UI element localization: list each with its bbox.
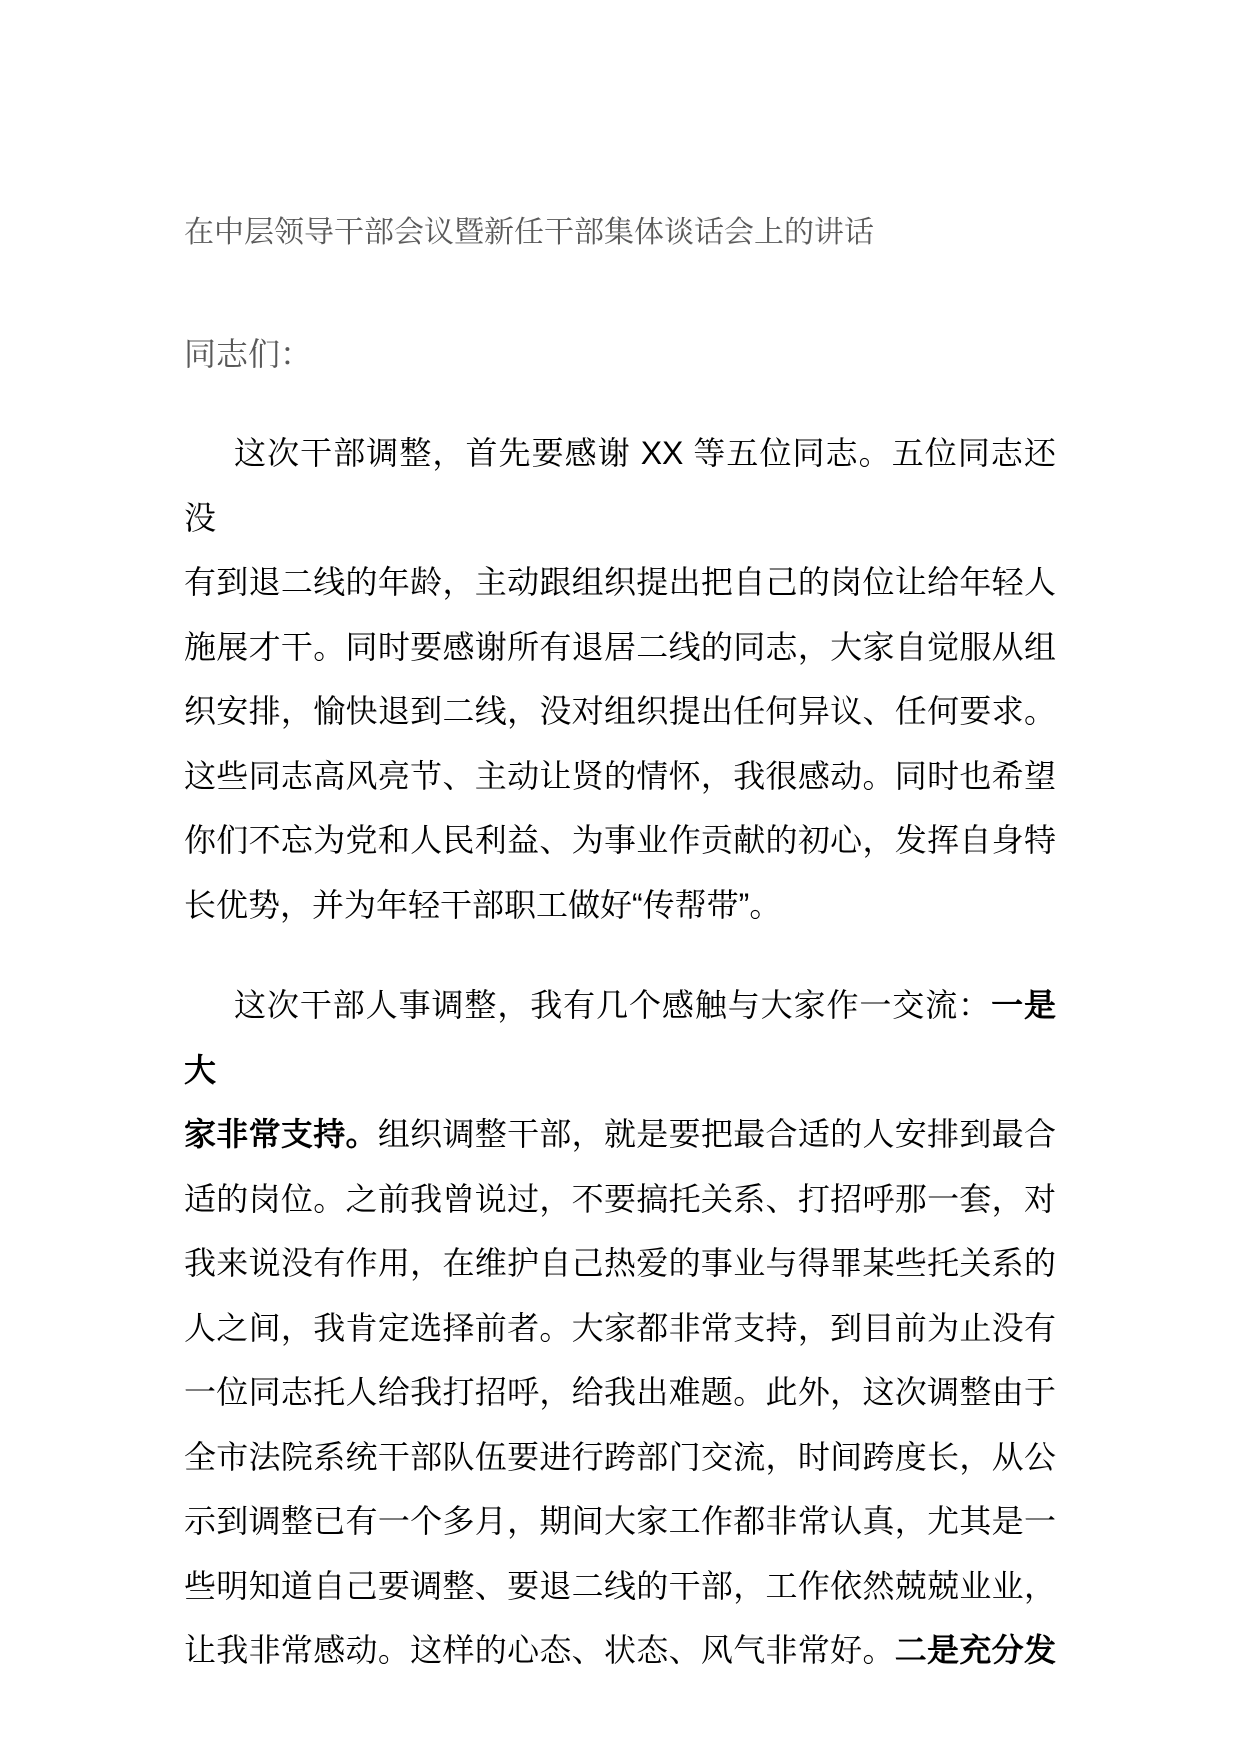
text-segment: 人之间，我肯定选择前者。大家都非常支持，到目前为止没有 — [184, 1309, 1056, 1346]
salutation: 同志们： — [184, 336, 313, 372]
text-line — [184, 550, 1056, 615]
text-line — [184, 1102, 1056, 1167]
bold-text-segment: 家非常支持。 — [184, 1116, 378, 1152]
bold-text-segment: 二是充分发 — [894, 1632, 1056, 1668]
text-segment: 这次干部人事调整，我有几个感触与大家作一交流： — [234, 987, 992, 1023]
text-line — [184, 615, 1056, 680]
text-line — [184, 1296, 1056, 1361]
text-line — [184, 1167, 1056, 1232]
text-segment: 组织调整干部，就是要把最合适的人安排到最合 — [377, 1116, 1056, 1152]
text-segment: 你们不忘为党和人民利益、为事业作贡献的初心，发挥自身特 — [184, 822, 1056, 858]
text-segment: 让我非常感动。这样的心态、状态、风气非常好。 — [184, 1632, 895, 1668]
text-segment: 些明知道自己要调整、要退二线的干部，工作依然兢兢业业， — [184, 1567, 1056, 1604]
bold-text-segment: 一是大 — [184, 987, 1056, 1088]
text-line — [184, 973, 1056, 1102]
text-segment: 这次干部调整，首先要感谢 XX 等五位同志。五位同志还没 — [184, 435, 1056, 536]
paragraph — [184, 421, 1056, 937]
text-segment: 一位同志托人给我打招呼，给我出难题。此外，这次调整由于 — [184, 1374, 1056, 1410]
text-segment: 适的岗位。之前我曾说过，不要搞托关系、打招呼那一套，对 — [184, 1180, 1056, 1217]
text-line — [184, 1554, 1056, 1619]
text-segment: 这些同志高风亮节、主动让贤的情怀，我很感动。同时也希望 — [184, 757, 1056, 794]
text-line — [184, 744, 1056, 809]
text-line — [184, 1425, 1056, 1490]
text-line — [184, 808, 1056, 873]
text-line — [184, 1618, 1056, 1683]
text-segment: 有到退二线的年龄，主动跟组织提出把自己的岗位让给年轻人 — [184, 564, 1056, 600]
text-segment: 长优势，并为年轻干部职工做好“传帮带”。 — [184, 886, 782, 923]
document-title: 在中层领导干部会议暨新任干部集体谈话会上的讲话 — [184, 216, 874, 249]
text-line — [184, 873, 1056, 938]
text-line — [184, 421, 1056, 550]
paragraph — [184, 973, 1056, 1683]
text-line — [184, 1231, 1056, 1296]
text-segment: 施展才干。同时要感谢所有退居二线的同志，大家自觉服从组 — [184, 628, 1056, 665]
text-line — [184, 1489, 1056, 1554]
document-body — [184, 421, 1056, 1683]
text-line — [184, 679, 1056, 744]
text-segment: 示到调整已有一个多月，期间大家工作都非常认真，尤其是一 — [184, 1503, 1056, 1539]
text-segment: 全市法院系统干部队伍要进行跨部门交流，时间跨度长，从公 — [184, 1438, 1056, 1475]
text-segment: 我来说没有作用，在维护自己热爱的事业与得罪某些托关系的 — [184, 1245, 1056, 1281]
text-segment: 织安排，愉快退到二线，没对组织提出任何异议、任何要求。 — [184, 693, 1056, 729]
text-line — [184, 1360, 1056, 1425]
